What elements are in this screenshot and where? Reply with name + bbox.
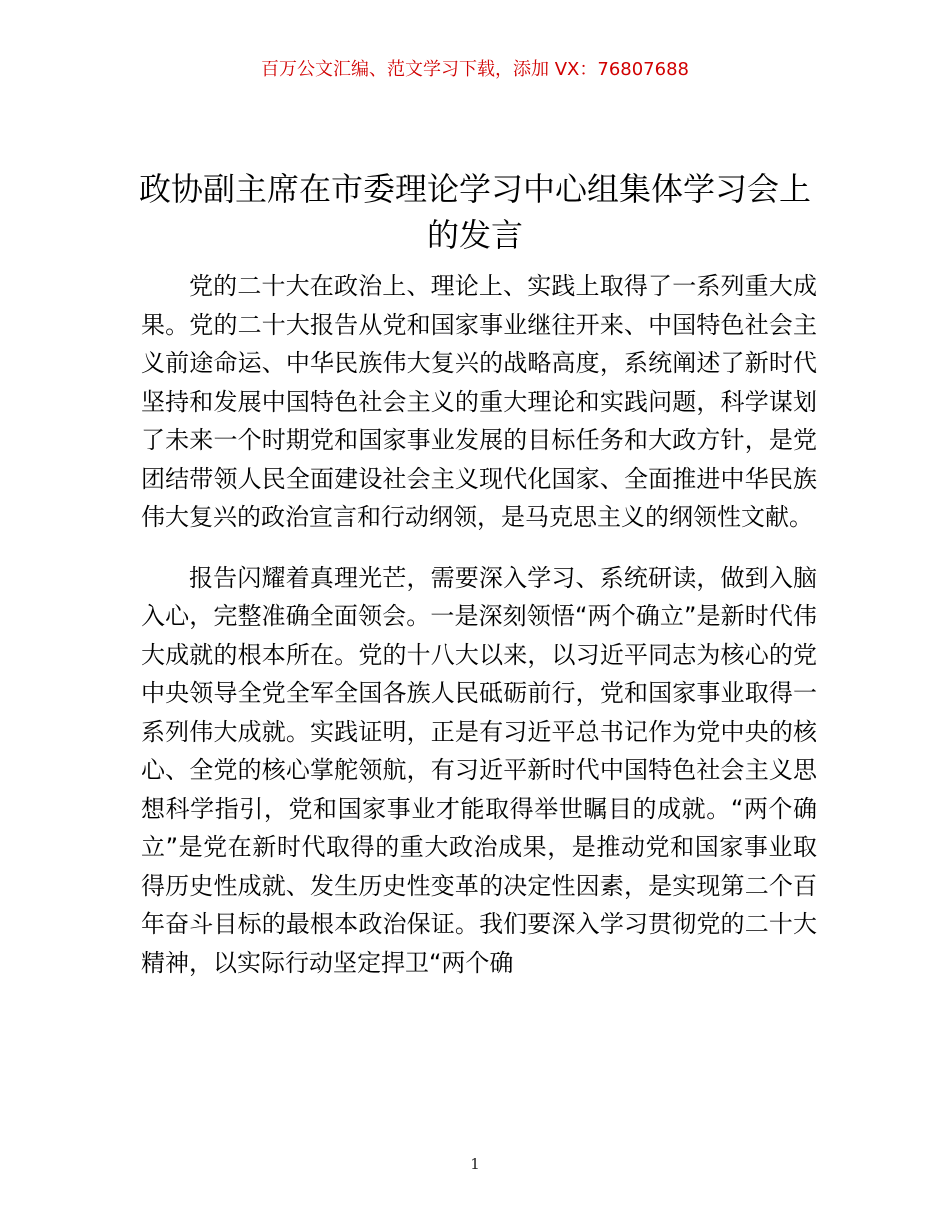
page-number: 1 xyxy=(470,1155,480,1173)
document-title: 政协副主席在市委理论学习中心组集体学习会上的发言 xyxy=(138,170,811,254)
document-body xyxy=(141,267,817,982)
paragraph-2: 报告闪耀着真理光芒，需要深入学习、系统研读，做到入脑入心，完整准确全面领会。一是深刻领悟“两个确立”是新时代伟大成就的根本所在。党的十八大以来，以习近平同志为核心的党中央领导全党全军全国各族人民砥砺前行，党和国家事业取得一系列伟大成就。实践证明，正是有习近平总书记作为党中央的核心、全党的核心掌舵领航，有习近平新时代中国特色社会主义思想科学指引，党和国家事业才能取得举世瞩目的成就。“两个确立”是党在新时代取得的重大政治成果，是推动党和国家事业取得历史性成就、发生历史性变革的决定性因素，是实现第二个百年奋斗目标的最根本政治保证。我们要深入学习贯彻党的二十大精神，以实际行动坚定捍卫“两个确 xyxy=(141,563,817,977)
promo-header: 百万公文汇编、范文学习下载，添加 VX：76807688 xyxy=(261,59,689,80)
paragraph-1: 党的二十大在政治上、理论上、实践上取得了一系列重大成果。党的二十大报告从党和国家事业继往开来、中国特色社会主义前途命运、中华民族伟大复兴的战略高度，系统阐述了新时代坚持和发展中国特色社会主义的重大理论和实践问题，科学谋划了未来一个时期党和国家事业发展的目标任务和大政方针，是党团结带领人民全面建设社会主义现代化国家、全面推进中华民族伟大复兴的政治宣言和行动纲领，是马克思主义的纲领性文献。 xyxy=(141,272,817,531)
